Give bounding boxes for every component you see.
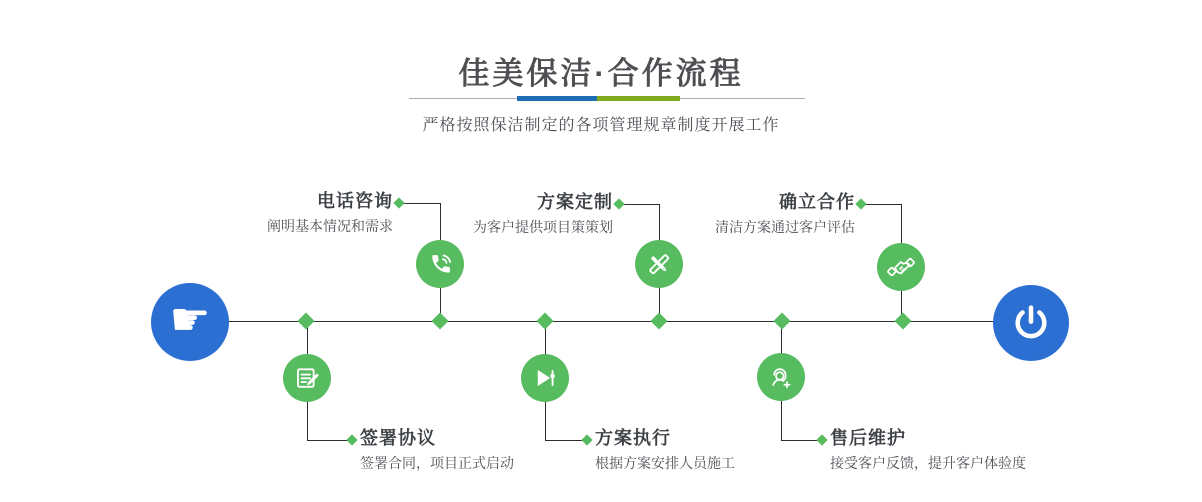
elbow-design bbox=[622, 204, 659, 205]
step-title: 电话咨询 bbox=[317, 191, 393, 211]
elbow-service bbox=[781, 440, 818, 441]
page-title: 佳美保洁·合作流程 bbox=[458, 56, 744, 91]
page-subtitle: 严格按照保洁制定的各项管理规章制度开展工作 bbox=[422, 117, 780, 134]
step-node-contract bbox=[283, 354, 331, 402]
step-title: 方案定制 bbox=[537, 192, 613, 212]
label-diamond bbox=[613, 198, 624, 209]
step-label-handshake bbox=[715, 191, 855, 236]
phone-call-icon bbox=[425, 249, 455, 279]
step-node-design bbox=[635, 240, 683, 288]
step-title: 签署协议 bbox=[360, 428, 436, 448]
step-desc: 为客户提供项目策策划 bbox=[473, 219, 613, 235]
label-diamond bbox=[581, 434, 592, 445]
title-divider bbox=[409, 98, 805, 99]
divider-blue-segment bbox=[517, 96, 597, 101]
step-desc: 阐明基本情况和需求 bbox=[267, 218, 393, 234]
timeline-node-diamond bbox=[774, 313, 791, 330]
pointing-hand-icon: ☛ bbox=[169, 293, 211, 345]
elbow-execute bbox=[545, 440, 583, 441]
timeline-main-line bbox=[229, 321, 993, 322]
elbow-handshake bbox=[864, 204, 901, 205]
start-node bbox=[151, 283, 229, 361]
step-label-execute bbox=[595, 427, 735, 472]
label-diamond bbox=[393, 197, 404, 208]
label-diamond bbox=[346, 434, 357, 445]
contract-icon bbox=[292, 363, 322, 393]
step-title: 确立合作 bbox=[779, 192, 855, 212]
step-label-contract bbox=[360, 427, 514, 472]
step-node-service bbox=[757, 353, 805, 401]
step-node-execute bbox=[521, 354, 569, 402]
step-label-design bbox=[473, 191, 613, 236]
handshake-icon bbox=[886, 252, 916, 282]
play-execute-icon bbox=[530, 363, 560, 393]
step-desc: 签署合同，项目正式启动 bbox=[360, 455, 514, 471]
timeline-node-diamond bbox=[432, 313, 449, 330]
step-desc: 根据方案安排人员施工 bbox=[595, 455, 735, 471]
timeline-node-diamond bbox=[298, 313, 315, 330]
step-node-phone bbox=[416, 240, 464, 288]
step-label-service bbox=[830, 427, 1026, 472]
design-tools-icon bbox=[644, 249, 674, 279]
step-title: 售后维护 bbox=[830, 428, 906, 448]
elbow-phone bbox=[403, 203, 440, 204]
step-desc: 接受客户反馈，提升客户体验度 bbox=[830, 455, 1026, 471]
end-node bbox=[993, 285, 1069, 361]
elbow-contract bbox=[307, 440, 348, 441]
step-node-handshake bbox=[877, 243, 925, 291]
divider-green-segment bbox=[597, 96, 680, 101]
customer-service-icon bbox=[766, 362, 796, 392]
timeline-node-diamond bbox=[537, 313, 554, 330]
step-title: 方案执行 bbox=[595, 428, 671, 448]
label-diamond bbox=[855, 198, 866, 209]
timeline-node-diamond bbox=[895, 313, 912, 330]
label-diamond bbox=[816, 434, 827, 445]
timeline-node-diamond bbox=[651, 313, 668, 330]
step-desc: 清洁方案通过客户评估 bbox=[715, 219, 855, 235]
power-icon bbox=[1010, 302, 1052, 344]
step-label-phone bbox=[267, 190, 393, 235]
